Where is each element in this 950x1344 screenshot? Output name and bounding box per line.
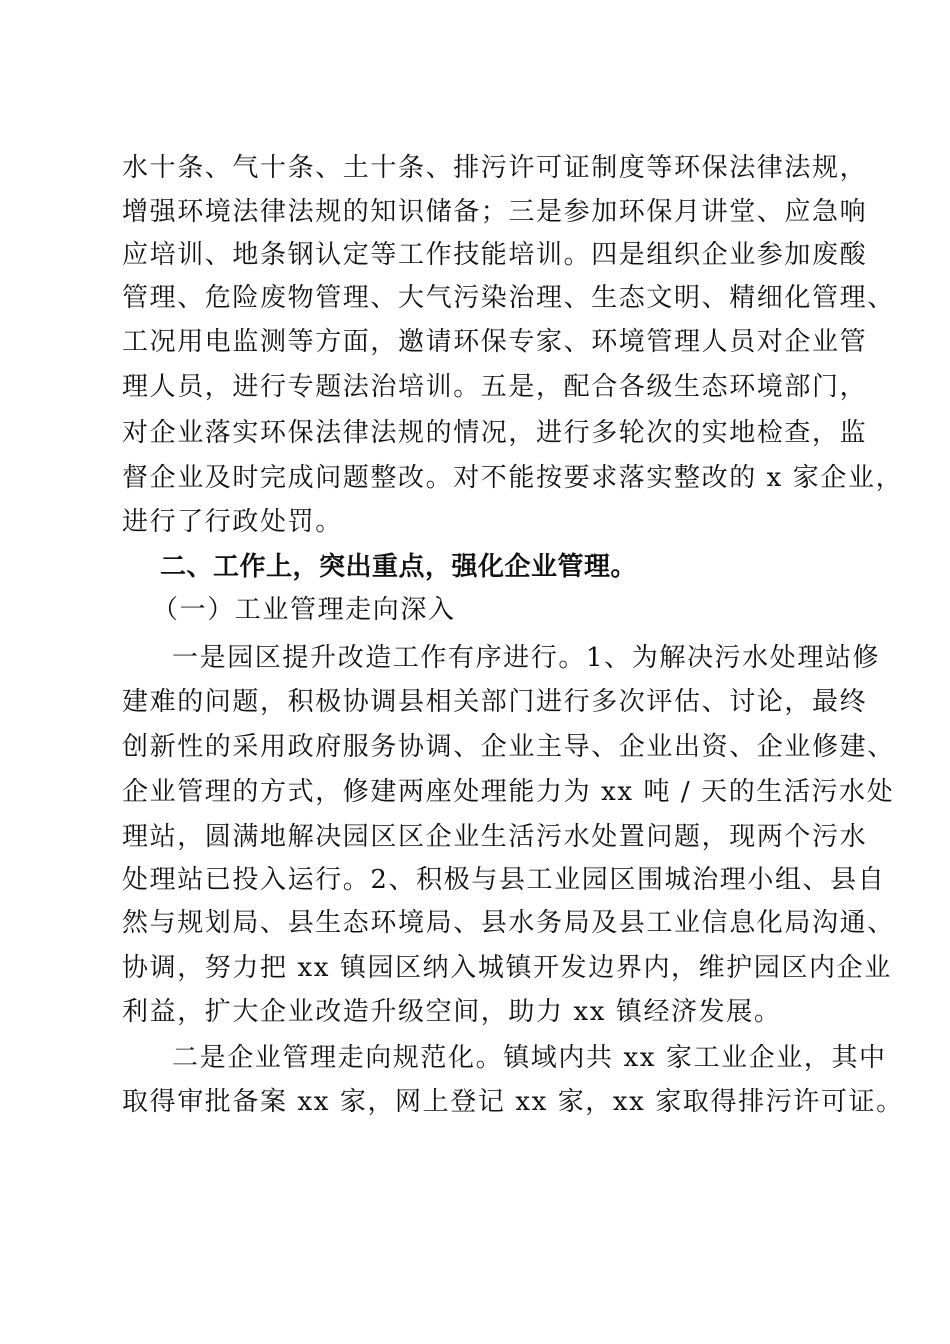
paragraph-line: 理站，圆满地解决园区区企业生活污水处置问题，现两个污水 xyxy=(122,822,868,852)
paragraph-line: 应培训、地条钢认定等工作技能培训。四是组织企业参加废酸 xyxy=(122,240,868,270)
paragraph-line: 利益，扩大企业改造升级空间，助力 xx 镇经济发展。 xyxy=(122,997,782,1027)
section-heading: 二、工作上，突出重点，强化企业管理。 xyxy=(160,552,638,582)
paragraph-line: 然与规划局、县生态环境局、县水务局及县工业信息化局沟通、 xyxy=(122,908,895,938)
paragraph-line: 管理、危险废物管理、大气污染治理、生态文明、精细化管理、 xyxy=(122,283,895,313)
subsection-heading: （一）工业管理走向深入 xyxy=(152,595,456,625)
paragraph-line: 二是企业管理走向规范化。镇域内共 xx 家工业企业，其中 xyxy=(172,1043,887,1073)
paragraph-line: 取得审批备案 xx 家，网上登记 xx 家，xx 家取得排污许可证。 xyxy=(122,1087,904,1117)
paragraph-line: 一是园区提升改造工作有序进行。1、为解决污水处理站修 xyxy=(172,643,881,673)
paragraph-line: 进行了行政处罚。 xyxy=(122,507,343,537)
paragraph-line: 对企业落实环保法律法规的情况，进行多轮次的实地检查，监 xyxy=(122,418,868,448)
paragraph-line: 理人员，进行专题法治培训。五是，配合各级生态环境部门， xyxy=(122,372,868,402)
paragraph-line: 协调，努力把 xx 镇园区纳入城镇开发边界内，维护园区内企业 xyxy=(122,953,892,983)
paragraph-line: 创新性的采用政府服务协调、企业主导、企业出资、企业修建、 xyxy=(122,732,895,762)
paragraph-line: 督企业及时完成问题整改。对不能按要求落实整改的 x 家企业， xyxy=(122,463,904,493)
paragraph-line: 增强环境法律法规的知识储备；三是参加环保月讲堂、应急响 xyxy=(122,197,868,227)
paragraph-line: 企业管理的方式，修建两座处理能力为 xx 吨 / 天的生活污水处 xyxy=(122,777,895,807)
paragraph-line: 建难的问题，积极协调县相关部门进行多次评估、讨论，最终 xyxy=(122,687,868,717)
paragraph-line: 水十条、气十条、土十条、排污许可证制度等环保法律法规， xyxy=(122,153,868,183)
paragraph-line: 处理站已投入运行。2、积极与县工业园区围城治理小组、县自 xyxy=(122,865,886,895)
paragraph-line: 工况用电监测等方面，邀请环保专家、环境管理人员对企业管 xyxy=(122,327,868,357)
